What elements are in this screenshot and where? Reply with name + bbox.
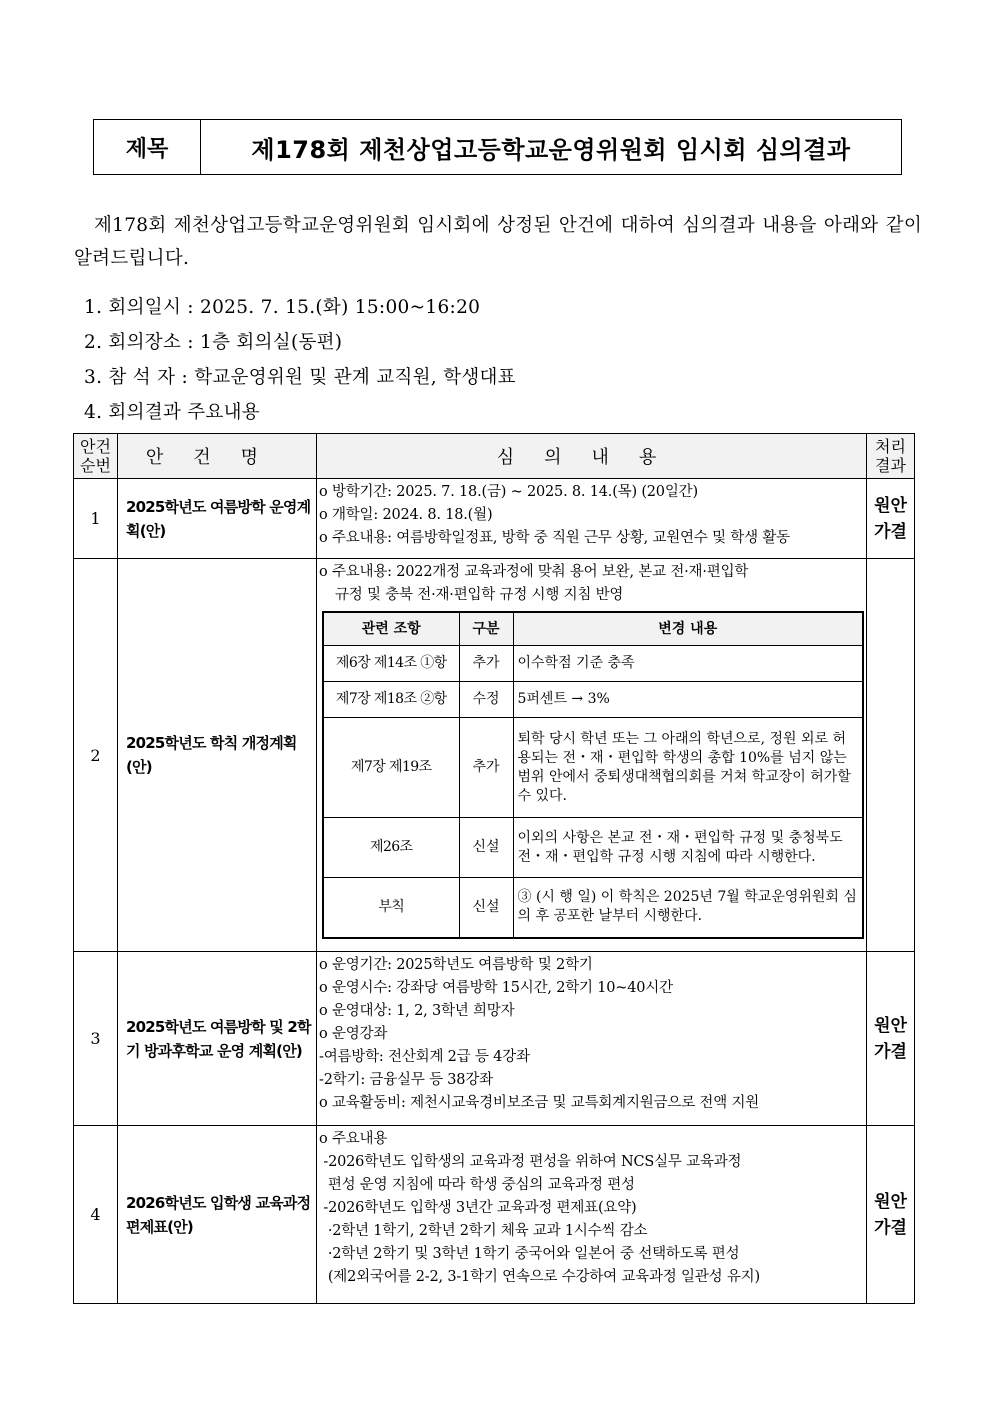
table-header-row bbox=[74, 434, 915, 479]
meeting-info-item: 4. 회의결과 주요내용 bbox=[84, 402, 260, 423]
row-no: 4 bbox=[74, 1126, 118, 1304]
header-no bbox=[74, 434, 118, 479]
row-content bbox=[317, 952, 867, 1126]
amendment-header-row bbox=[323, 612, 863, 646]
table-row bbox=[74, 1126, 915, 1304]
results-table bbox=[73, 433, 915, 1304]
amendment-article: 부칙 bbox=[323, 878, 459, 938]
amendment-type: 신설 bbox=[459, 818, 513, 878]
amendment-type: 추가 bbox=[459, 646, 513, 682]
row-result bbox=[867, 1126, 915, 1304]
amendment-row bbox=[323, 682, 863, 718]
row-result bbox=[867, 479, 915, 559]
meeting-info-list bbox=[84, 290, 516, 430]
row-no: 3 bbox=[74, 952, 118, 1126]
content-line: ·2학년 2학기 및 3학년 1학기 중국어와 일본어 중 선택하도록 편성 bbox=[319, 1246, 740, 1262]
amendment-row bbox=[323, 718, 863, 818]
header-content: 심의내용 bbox=[317, 434, 867, 479]
content-line: o 주요내용 bbox=[319, 1131, 388, 1147]
meeting-info-item: 2. 회의장소 : 1층 회의실(동편) bbox=[84, 332, 343, 353]
amendment-type: 신설 bbox=[459, 878, 513, 938]
content-line: o 교육활동비: 제천시교육경비보조금 및 교특회계지원금으로 전액 지원 bbox=[319, 1095, 760, 1111]
row-content bbox=[317, 479, 867, 559]
title-label: 제목 bbox=[94, 120, 201, 174]
content-line: ·2학년 1학기, 2학년 2학기 체육 교과 1시수씩 감소 bbox=[319, 1223, 648, 1239]
row-result bbox=[867, 952, 915, 1126]
header-result-text: 처리 결과 bbox=[875, 437, 906, 475]
content-line: 편성 운영 지침에 따라 학생 중심의 교육과정 편성 bbox=[319, 1177, 635, 1193]
amendment-header: 변경 내용 bbox=[513, 612, 863, 646]
meeting-info-item: 3. 참 석 자 : 학교운영위원 및 관계 교직원, 학생대표 bbox=[84, 367, 516, 388]
amendment-change: ③ (시 행 일) 이 학칙은 2025년 7월 학교운영위원회 심의 후 공포한 날부터 시행한다. bbox=[513, 878, 863, 938]
page-title: 제178회 제천상업고등학교운영위원회 임시회 심의결과 bbox=[251, 135, 851, 164]
header-agenda: 안건명 bbox=[118, 434, 317, 479]
row-result-text: 원안 가결 bbox=[874, 495, 907, 542]
amendment-article: 제26조 bbox=[323, 818, 459, 878]
intro-paragraph: 제178회 제천상업고등학교운영위원회 임시회에 상정된 안건에 대하여 심의결과 내용을 아래와 같이 알려드립니다. bbox=[74, 215, 922, 269]
amendment-change: 이외의 사항은 본교 전・재・편입학 규정 및 충청북도 전・재・편입학 규정 시행 지침에 따라 시행한다. bbox=[513, 818, 863, 878]
amendment-article: 제7장 제19조 bbox=[323, 718, 459, 818]
row-result-text: 원안 가결 bbox=[874, 1191, 907, 1238]
amendment-header: 관련 조항 bbox=[323, 612, 459, 646]
row-content bbox=[317, 1126, 867, 1304]
amendment-type: 수정 bbox=[459, 682, 513, 718]
meeting-info-item: 1. 회의일시 : 2025. 7. 15.(화) 15:00~16:20 bbox=[84, 297, 481, 318]
row-agenda: 2025학년도 여름방학 운영계획(안) bbox=[118, 479, 317, 559]
row-agenda: 2025학년도 여름방학 및 2학기 방과후학교 운영 계획(안) bbox=[118, 952, 317, 1126]
amendment-type: 추가 bbox=[459, 718, 513, 818]
header-no-text: 안건 순번 bbox=[80, 437, 111, 475]
content-line: -2026학년도 입학생의 교육과정 편성을 위하여 NCS실무 교육과정 bbox=[319, 1154, 742, 1170]
header-result bbox=[867, 434, 915, 479]
amendment-article: 제7장 제18조 ②항 bbox=[323, 682, 459, 718]
row-no: 2 bbox=[74, 559, 118, 952]
row-result bbox=[867, 559, 915, 952]
row-agenda: 2026학년도 입학생 교육과정 편제표(안) bbox=[118, 1126, 317, 1304]
amendment-header: 구분 bbox=[459, 612, 513, 646]
amendment-change: 퇴학 당시 학년 또는 그 아래의 학년으로, 정원 외로 허용되는 전・재・편입학 학생의 총합 10%를 넘지 않는 범위 안에서 중퇴생대책협의회를 거쳐 학교장이 허가할 수 있다. bbox=[513, 718, 863, 818]
amendment-row bbox=[323, 818, 863, 878]
row-no: 1 bbox=[74, 479, 118, 559]
content-line: -2026학년도 입학생 3년간 교육과정 편제표(요약) bbox=[319, 1200, 637, 1216]
content-line: o 주요내용: 여름방학일정표, 방학 중 직원 근무 상황, 교원연수 및 학생 활동 bbox=[319, 530, 790, 546]
row-content bbox=[317, 559, 867, 952]
amendment-change: 이수학점 기준 충족 bbox=[513, 646, 863, 682]
row-agenda: 2025학년도 학칙 개정계획(안) bbox=[118, 559, 317, 952]
content-line: -2학기: 금융실무 등 38강좌 bbox=[319, 1072, 493, 1088]
table-row bbox=[74, 952, 915, 1126]
amendment-article: 제6장 제14조 ①항 bbox=[323, 646, 459, 682]
content-line: o 운영대상: 1, 2, 3학년 희망자 bbox=[319, 1003, 515, 1019]
content-line: 규정 및 충북 전·재·편입학 규정 시행 지침 반영 bbox=[335, 587, 624, 603]
table-row bbox=[74, 559, 915, 952]
content-line: -여름방학: 전산회계 2급 등 4강좌 bbox=[319, 1049, 530, 1065]
amendment-row bbox=[323, 646, 863, 682]
content-line: o 방학기간: 2025. 7. 18.(금) ~ 2025. 8. 14.(목) (20일간) bbox=[319, 484, 698, 500]
content-line: o 개학일: 2024. 8. 18.(월) bbox=[319, 507, 493, 523]
content-line: (제2외국어를 2-2, 3-1학기 연속으로 수강하여 교육과정 일관성 유지) bbox=[319, 1269, 760, 1285]
content-line: o 주요내용: 2022개정 교육과정에 맞춰 용어 보완, 본교 전·재·편입학 bbox=[319, 564, 749, 580]
amendment-change: 5퍼센트 → 3% bbox=[513, 682, 863, 718]
row-result-text: 원안 가결 bbox=[874, 1015, 907, 1062]
content-line: o 운영시수: 강좌당 여름방학 15시간, 2학기 10~40시간 bbox=[319, 980, 673, 996]
table-row bbox=[74, 479, 915, 559]
amendment-row bbox=[323, 878, 863, 938]
title-box bbox=[93, 119, 902, 175]
content-line: o 운영강좌 bbox=[319, 1026, 388, 1042]
amendment-table bbox=[322, 611, 864, 939]
content-line: o 운영기간: 2025학년도 여름방학 및 2학기 bbox=[319, 957, 593, 973]
